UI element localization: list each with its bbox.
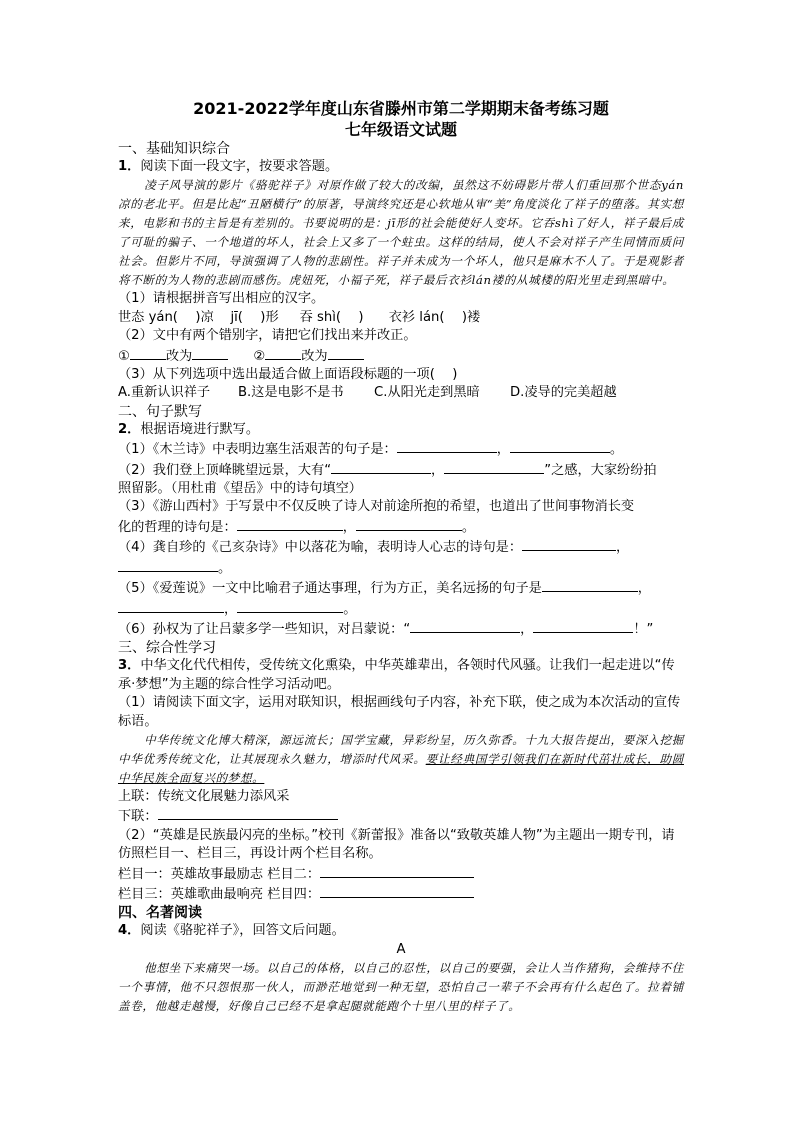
q3-1: （1）请阅读下面文字，运用对联知识，根据画线句子内容，补充下联，使之成为本次活动的宣传标语。 — [118, 695, 681, 729]
q2-1: （1）《木兰诗》中表明边塞生活艰苦的句子是： ， 。 — [118, 439, 684, 459]
prompt-text: （1）《木兰诗》中表明边塞生活艰苦的句子是： — [118, 442, 397, 458]
answer-blank[interactable] — [265, 346, 301, 360]
question-2 — [118, 421, 684, 439]
passage-3 — [118, 731, 684, 788]
prompt-text: 栏目一：英雄故事最励志 栏目二： — [118, 866, 321, 882]
pinyin-item: 吞 shì( ) — [299, 309, 364, 325]
answer-blank[interactable] — [410, 619, 520, 633]
prompt-text: （2）我们登上顶峰眺望远景，大有“ — [118, 462, 332, 478]
section-4-heading: 四、名著阅读 — [118, 905, 202, 922]
option-b[interactable]: B.这是电影不是书 — [238, 385, 344, 401]
answer-blank[interactable] — [356, 517, 462, 531]
passage-4 — [118, 959, 684, 1016]
answer-blank[interactable] — [331, 460, 431, 474]
question-number: 4． — [118, 923, 141, 939]
page-subtitle: 七年级语文试题 — [344, 120, 457, 139]
answer-blank[interactable] — [237, 599, 343, 613]
blank-label: 改为 — [165, 348, 193, 364]
section-1-heading: 一、基础知识综合 — [118, 141, 230, 157]
prompt-text: ”之感，大家纷纷拍 — [544, 462, 657, 478]
answer-blank[interactable] — [320, 884, 474, 898]
question-text: 中华文化代代相传，受传统文化熏染，中华英雄辈出，各领时代风骚。让我们一起走进以“传承·梦想”为主题的综合性学习活动吧。 — [118, 658, 675, 692]
answer-blank[interactable] — [510, 439, 610, 453]
passage-4-text: 他想坐下来痛哭一场。以自己的体格，以自己的忍性，以自己的要强，会让人当作猪狗，会维持不住一个事情，他不只怨恨那一伙人，而渺茫地觉到一种无望，恐怕自己一辈子不会再有什么起色了。拉着铺盖卷，他越走越慢，好像自己已经不是拿起腿就能跑个十里八里的样子了。 — [118, 961, 684, 1014]
q1-1-items — [118, 309, 684, 327]
question-1 — [118, 158, 684, 176]
answer-blank[interactable] — [118, 599, 224, 613]
prompt-text: （5）《爱莲说》一文中比喻君子通达事理，行为方正，美名远扬的句子是 — [118, 581, 542, 597]
q3-column-4 — [118, 884, 684, 904]
q1-2-blanks — [118, 346, 684, 366]
section-3-heading: 三、综合性学习 — [118, 640, 216, 657]
answer-blank[interactable] — [158, 806, 338, 820]
answer-blank[interactable] — [237, 517, 343, 531]
passage-3-underlined: 要让经典国学引领我们在新时代茁壮成长，助圆中华民族全面复兴的梦想。 — [118, 751, 684, 785]
q2-2-cont: 照留影。（用杜甫《望岳》中的诗句填空） — [118, 481, 362, 497]
pinyin-item: 衣衫 lán( )褛 — [388, 309, 481, 325]
blank-label: ① — [118, 348, 130, 364]
question-number: 1． — [118, 159, 141, 174]
pinyin-item: jī( )形 — [230, 309, 279, 325]
question-number: 2． — [118, 421, 141, 437]
q3-column-2 — [118, 864, 684, 884]
q2-4: （4）龚自珍的《己亥杂诗》中以落花为喻，表明诗人心志的诗句是： ， — [118, 537, 684, 557]
question-3 — [118, 657, 684, 694]
q2-3-cont: 化的哲理的诗句是： ， 。 — [118, 517, 684, 537]
question-text: 阅读《骆驼祥子》，回答文后问题。 — [140, 923, 345, 939]
prompt-text: （6）孙权为了让吕蒙多学一些知识，对吕蒙说：“ — [118, 621, 411, 637]
q1-1: （1）请根据拼音写出相应的汉字。 — [118, 291, 325, 307]
pinyin-item: 世态 yán( )凉 — [118, 309, 214, 325]
question-text: 根据语境进行默写。 — [140, 421, 260, 437]
answer-blank[interactable] — [328, 346, 364, 360]
q2-5-cont: ， 。 — [118, 599, 684, 619]
answer-blank[interactable] — [533, 619, 633, 633]
answer-blank[interactable] — [397, 439, 497, 453]
passage-label-a: A — [396, 941, 406, 957]
question-number: 3． — [118, 658, 141, 674]
q3-lower-couplet — [118, 806, 684, 826]
blank-label: 改为 — [301, 348, 328, 364]
q1-3-options — [118, 384, 684, 402]
question-text: 阅读下面一段文字，按要求答题。 — [140, 159, 339, 174]
q1-3: （3）从下列选项中选出最适合做上面语段标题的一项( ) — [118, 367, 458, 383]
answer-blank[interactable] — [444, 460, 544, 474]
q2-5: （5）《爱莲说》一文中比喻君子通达事理，行为方正，美名远扬的句子是 ， — [118, 578, 684, 598]
prompt-text: 下联： — [118, 809, 158, 825]
q1-2: （2）文中有两个错别字，请把它们找出来并改正。 — [118, 328, 417, 344]
answer-blank[interactable] — [118, 558, 218, 572]
q2-2: （2）我们登上顶峰眺望远景，大有“ ， ”之感，大家纷纷拍 — [118, 460, 684, 480]
passage-3-text: 中华传统文化博大精深，源远流长；国学宝藏，异彩纷呈，历久弥香。十九大报告提出，要深入挖掘中华优秀传统文化，让其展现永久魅力，增添时代风采。 — [118, 732, 684, 766]
question-4 — [118, 922, 684, 940]
option-d[interactable]: D.凌导的完美超越 — [510, 385, 617, 401]
q2-4-cont: 。 — [118, 558, 684, 578]
exam-page — [118, 98, 684, 1016]
q3-2: （2）“英雄是民族最闪亮的坐标。”校刊《新蕾报》准备以“致敬英雄人物”为主题出一期专刊，请仿照栏目一、栏目三，再设计两个栏目名称。 — [118, 827, 675, 862]
prompt-text: 栏目三：英雄歌曲最响亮 栏目四： — [118, 886, 321, 902]
answer-blank[interactable] — [542, 578, 638, 592]
q3-upper-couplet: 上联：传统文化展魅力添风采 — [118, 788, 290, 804]
q2-6: （6）孙权为了让吕蒙多学一些知识，对吕蒙说：“ ， ！” — [118, 619, 684, 639]
answer-blank[interactable] — [130, 346, 166, 360]
passage-1 — [118, 176, 684, 290]
answer-blank[interactable] — [320, 864, 474, 878]
answer-blank[interactable] — [192, 346, 228, 360]
section-2-heading: 二、句子默写 — [118, 403, 202, 420]
blank-label: ② — [253, 348, 266, 364]
option-a[interactable]: A.重新认识祥子 — [118, 385, 211, 401]
q2-3: （3）《游山西村》于写景中不仅反映了诗人对前途所抱的希望，也道出了世间事物消长变 — [118, 499, 635, 515]
answer-blank[interactable] — [522, 537, 616, 551]
option-c[interactable]: C.从阳光走到黑暗 — [374, 385, 480, 401]
prompt-text: 化的哲理的诗句是： — [118, 519, 237, 535]
passage-1-text: 凌子风导演的影片《骆驼祥子》对原作做了较大的改编，虽然这不妨碍影片带人们重回那个世态yán凉的老北平。但是比起“丑陋横行”的原著，导演终究还是心软地从审“美”角度淡化了祥子的堕落。其实想来，电影和书的主旨是有差别的。书要说明的是：jī形的社会能使好人变坏。它吞shì了好人，祥子最后成了可耻的骗子、一个地道的坏人，社会上又多了一个蛀虫。这样的结局，使人不会对祥子产生同情而质问社会。但影片不同，导演强调了人物的悲剧性。祥子并未成为一个坏人，他只是麻木不人了。于是观影者将不断的为人物的悲剧而感伤。虎妞死，小福子死，祥子最后衣衫lán褛的从城楼的阳光里走到黑暗中。 — [118, 178, 684, 288]
page-title: 2021-2022学年度山东省滕州市第二学期期末备考练习题 — [193, 99, 609, 118]
prompt-text: ！” — [633, 621, 654, 637]
prompt-text: （4）龚自珍的《己亥杂诗》中以落花为喻，表明诗人心志的诗句是： — [118, 540, 523, 556]
